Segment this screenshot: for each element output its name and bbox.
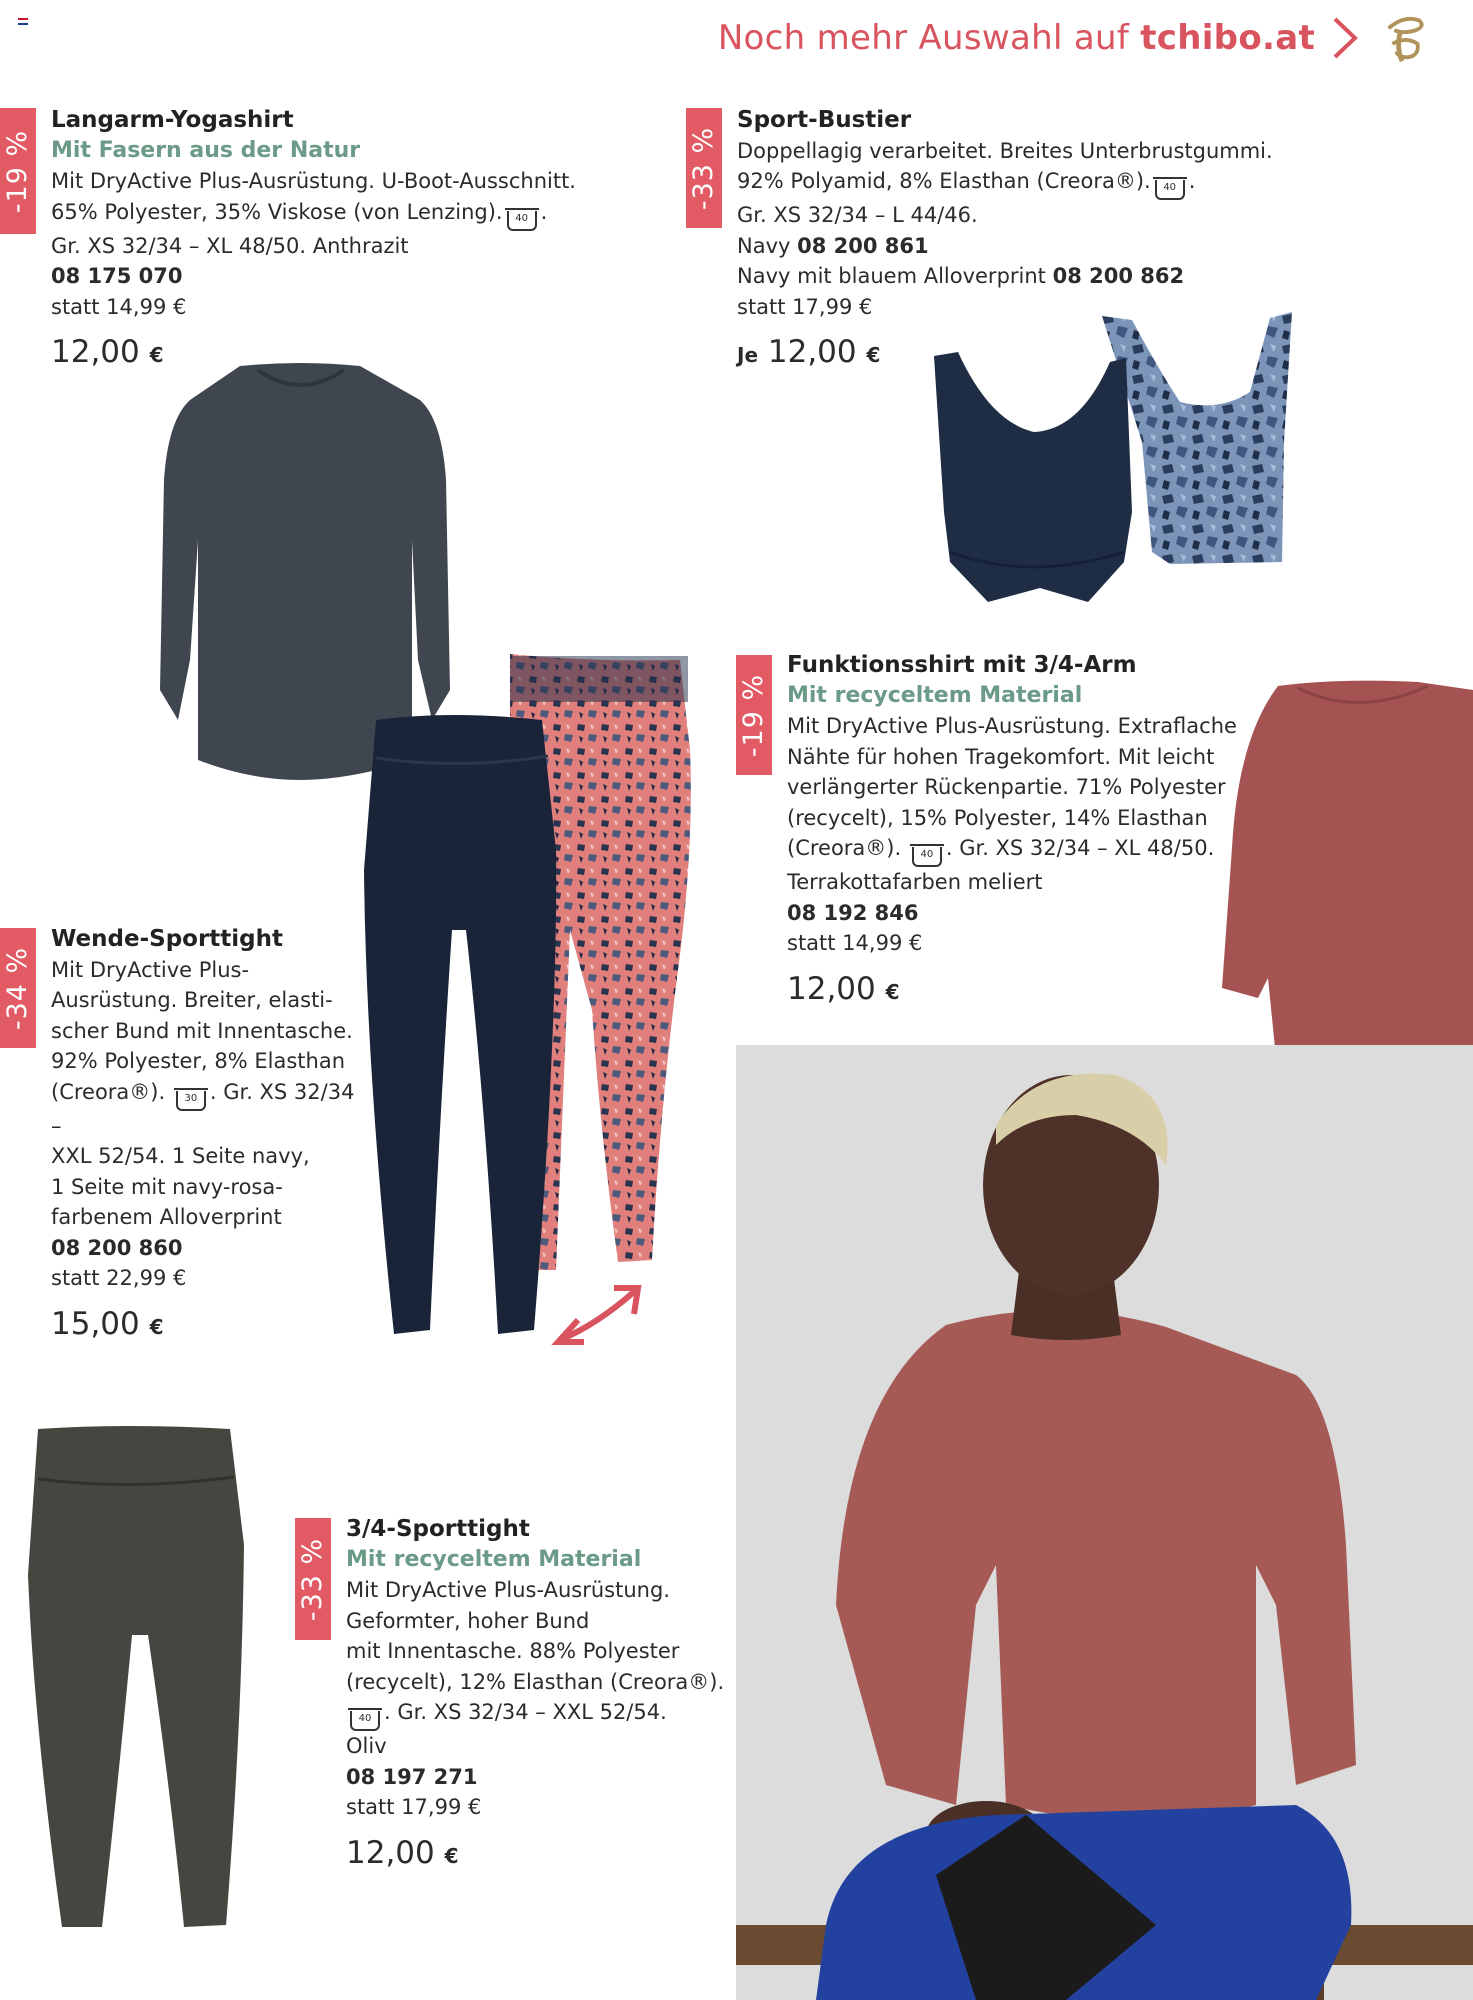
header-text-prefix: Noch mehr Auswahl auf xyxy=(717,18,1141,58)
product-desc-line: 92% Polyamid, 8% Elasthan (Creora®). xyxy=(737,169,1151,193)
header-domain: tchibo.at xyxy=(1140,18,1315,58)
language-flag-icon xyxy=(18,18,28,25)
old-price: statt 14,99 € xyxy=(51,294,187,319)
product-number: 08 175 070 xyxy=(51,264,183,288)
product-title: Sport-Bustier xyxy=(737,107,912,133)
price: 12,00 € xyxy=(346,1834,459,1871)
product-funktionsshirt xyxy=(787,650,1247,1012)
chevron-right-icon[interactable] xyxy=(1331,15,1359,61)
discount-badge: -19 % xyxy=(0,108,36,234)
product-title: Funktionsshirt mit 3/4-Arm xyxy=(787,652,1137,678)
product-desc-line: 65% Polyester, 35% Viskose (von Lenzing). xyxy=(51,199,503,224)
product-desc-line: . Gr. XS 32/34 – XXL 52/54. xyxy=(384,1700,667,1724)
product-desc-line: . Gr. XS 32/34 – XL 48/50. xyxy=(945,836,1215,860)
wash-symbol-icon: 40 xyxy=(912,847,942,867)
wash-symbol-icon: 30 xyxy=(176,1091,206,1111)
product-subtitle: Mit recyceltem Material xyxy=(787,682,1083,708)
old-price: statt 17,99 € xyxy=(346,1795,482,1819)
discount-badge: -33 % xyxy=(686,108,722,228)
product-image-sporttight xyxy=(360,650,710,1350)
product-tight34 xyxy=(346,1514,736,1876)
header-link[interactable] xyxy=(718,12,1433,64)
product-desc-line: Mit DryActive Plus-Ausrüstung. xyxy=(346,1578,670,1602)
reverse-arrow-icon xyxy=(548,1280,648,1350)
product-yogashirt: Langarm-Yogashirt Mit Fasern aus der Natur Mit DryActive Plus-Ausrüstung. U-Boot-Ausschnitt. 65% Polyester, 35% Viskose (von Lenzing). 40 . Gr. XS 32/34 – XL 48/50. Anthrazit 08 175 070 statt 14,99 € 12,00 € xyxy=(51,105,611,375)
variant-print: Navy mit blauem Alloverprint 08 200 862 xyxy=(737,264,1185,288)
variant-navy: Navy 08 200 861 xyxy=(737,233,929,258)
product-desc-line: farbenem Alloverprint xyxy=(51,1205,282,1229)
product-desc-line: (recycelt), 15% Polyester, 14% Elasthan xyxy=(787,805,1208,830)
product-desc-line: Mit DryActive Plus-Ausrüstung. U-Boot-Ausschnitt. xyxy=(51,169,576,193)
price: 15,00 € xyxy=(51,1305,164,1342)
product-desc-line: Mit DryActive Plus- xyxy=(51,957,250,982)
wash-symbol-icon: 40 xyxy=(507,211,537,231)
price: 12,00 € xyxy=(787,970,900,1007)
discount-badge: -33 % xyxy=(295,1518,331,1640)
product-image-bustier xyxy=(920,312,1360,612)
discount-badge: -19 % xyxy=(736,655,772,775)
product-desc-line: mit Innentasche. 88% Polyester xyxy=(346,1639,680,1663)
product-desc-line: (Creora®). xyxy=(51,1079,166,1104)
product-desc-line: Terrakottafarben meliert xyxy=(787,870,1043,894)
price: Je 12,00 € xyxy=(737,334,881,370)
model-photo xyxy=(736,1045,1473,2000)
product-title: Langarm-Yogashirt xyxy=(51,107,294,133)
product-image-tight34 xyxy=(20,1425,250,1935)
product-number: 08 197 271 xyxy=(346,1764,478,1789)
product-number: 08 192 846 xyxy=(787,900,919,925)
product-desc-line: Geformter, hoher Bund xyxy=(346,1608,590,1633)
model-illustration xyxy=(736,1045,1473,2000)
product-subtitle: Mit recyceltem Material xyxy=(346,1546,642,1572)
old-price: statt 14,99 € xyxy=(787,931,923,955)
product-desc-line: Gr. XS 32/34 – L 44/46. xyxy=(737,203,978,227)
product-desc-line: Nähte für hohen Tragekomfort. Mit leicht xyxy=(787,744,1215,769)
product-title: Wende-Sporttight xyxy=(51,926,284,952)
wash-symbol-icon: 40 xyxy=(1155,180,1185,200)
product-desc-line: Oliv xyxy=(346,1734,387,1758)
product-desc-line: Mit DryActive Plus-Ausrüstung. Extraflache xyxy=(787,714,1237,738)
product-number: 08 200 860 xyxy=(51,1235,183,1260)
product-desc-line: Gr. XS 32/34 – XL 48/50. Anthrazit xyxy=(51,233,409,258)
product-desc-line: . Gr. XS 32/34 – xyxy=(51,1079,355,1138)
wash-symbol-icon: 40 xyxy=(350,1711,380,1731)
header-text[interactable] xyxy=(718,18,1315,58)
old-price: statt 22,99 € xyxy=(51,1266,187,1290)
product-desc-line: XXL 52/54. 1 Seite navy, xyxy=(51,1144,310,1168)
old-price: statt 17,99 € xyxy=(737,294,873,319)
discount-badge: -34 % xyxy=(0,928,36,1048)
product-desc-line: 92% Polyester, 8% Elasthan xyxy=(51,1049,345,1073)
price: 12,00 € xyxy=(51,334,164,370)
product-desc-line: (Creora®). xyxy=(787,836,902,860)
product-desc-line: 1 Seite mit navy-rosa- xyxy=(51,1174,283,1199)
product-desc-line: Doppellagig verarbeitet. Breites Unterbrustgummi. xyxy=(737,138,1273,163)
product-desc-line: scher Bund mit Innentasche. xyxy=(51,1018,353,1043)
product-desc-line: verlängerter Rückenpartie. 71% Polyester xyxy=(787,775,1226,799)
product-bustier: Sport-Bustier Doppellagig verarbeitet. Breites Unterbrustgummi. 92% Polyamid, 8% Elasthan (Creora®). 40 . Gr. XS 32/34 – L 44/46. Navy 08 200 861 Navy mit blauem Alloverprint 08 200 862 statt 17,99 € Je 12,00 € xyxy=(737,105,1437,375)
product-subtitle: Mit Fasern aus der Natur xyxy=(51,137,361,163)
product-desc-line: Ausrüstung. Breiter, elasti- xyxy=(51,988,333,1012)
product-image-funktionsshirt xyxy=(1218,678,1473,1088)
tchibo-logo-icon xyxy=(1375,9,1433,67)
product-title: 3/4-Sporttight xyxy=(346,1516,530,1542)
product-sporttight xyxy=(51,924,371,1347)
product-desc-line: (recycelt), 12% Elasthan (Creora®). xyxy=(346,1669,725,1694)
